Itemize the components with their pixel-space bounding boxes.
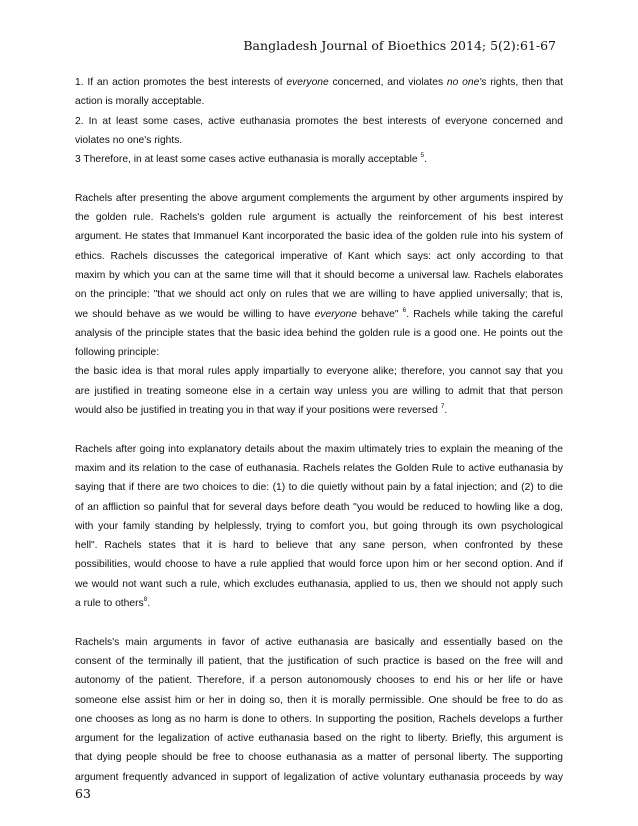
- paragraph-3-line: someone else assist him or her in doing so, then it is morally permissible. One should be free to do as: [75, 694, 563, 706]
- quote-line: the basic idea is that moral rules apply impartially to everyone alike; therefore, you cannot say that you: [75, 366, 563, 378]
- text-run: . Rachels while taking the careful: [406, 308, 563, 320]
- text-run: 1. If an action promotes the best interests of: [75, 77, 287, 88]
- paragraph-3-line: Rachels's main arguments in favor of active euthanasia are basically and essentially based on the: [75, 636, 563, 648]
- paragraph-gap: [75, 613, 563, 632]
- paragraph-1-line: following principle:: [75, 347, 160, 359]
- quote-line: [75, 401, 563, 420]
- footnote-ref: 8: [143, 596, 148, 604]
- emphasis: everyone: [314, 308, 357, 320]
- paragraph-3-line: that dying people should be free to choose euthanasia as a matter of personal liberty. The supporting: [75, 752, 563, 764]
- paragraph-3-line: one chooses as long as no harm is done to others. In supporting the position, Rachels develops a further: [75, 713, 563, 725]
- text-run: rights, then that: [486, 77, 564, 88]
- emphasis: everyone: [286, 77, 329, 88]
- text-run: a rule to others: [75, 598, 144, 610]
- paragraph-2-line: possibilities, would choose to have a rule applied that would force upon him or her second option. And if: [75, 559, 563, 571]
- text-run: concerned, and violates: [328, 77, 447, 88]
- paragraph-1-line: the golden rule. Rachels's golden rule argument is actually the reinforcement of his best interest: [75, 212, 563, 224]
- emphasis: no one's: [446, 77, 487, 88]
- paragraph-2-line: we would not want such a rule, which excludes euthanasia, applied to us, then we should not apply such: [75, 578, 563, 590]
- paragraph-1-line: on the principle: "that we should act only on rules that we are willing to have applied universally; that is,: [75, 289, 563, 301]
- paragraph-2-line: Rachels after going into explanatory details about the maxim ultimately tries to explain the meaning of the: [75, 443, 563, 455]
- paragraph-1-line: analysis of the principle states that the basic idea behind the golden rule is a good one. He points out the: [75, 327, 563, 339]
- conclusion-line: [75, 150, 563, 169]
- paragraph-3-line: argument for the legalization of active euthanasia based on the right to liberty. Briefly, this argument is: [75, 733, 563, 745]
- paragraph-1-line: Rachels after presenting the above argument complements the argument by other arguments inspired by: [75, 192, 563, 204]
- text-run: 3 Therefore, in at least some cases active euthanasia is morally acceptable: [75, 154, 421, 166]
- premise-2-line-1: 2. In at least some cases, active euthanasia promotes the best interests of everyone concerned and: [75, 115, 563, 127]
- paragraph-2-line: of an affliction so painful that for several days before death "you would be reduced to howling like a dog,: [75, 501, 563, 513]
- running-head: Bangladesh Journal of Bioethics 2014; 5(2):61-67: [243, 38, 556, 53]
- paragraph-2-line: saying that if there are two choices to die: (1) to die quietly without pain by a fatal injection; and (2) to die: [75, 482, 563, 494]
- paragraph-2-line: [75, 594, 563, 613]
- text-run: .: [444, 405, 448, 417]
- paragraph-1-line: argument. He states that Immanuel Kant incorporated the basic idea of the golden rule into his system of: [75, 231, 563, 243]
- text-run: .: [424, 154, 428, 166]
- premise-2-line-2: violates no one's rights.: [75, 134, 183, 146]
- text-run: would also be justified in treating you in that way if your positions were reversed: [75, 405, 441, 417]
- paragraph-2-line: maxim and its relation to the case of euthanasia. Rachels relates the Golden Rule to active euthanasia by: [75, 462, 563, 474]
- premise-1-line-1: [75, 73, 563, 92]
- paragraph-2-line: with your family standing by helplessly, trying to comfort you, but going through its own psychological: [75, 520, 563, 532]
- quote-line: are justified in treating someone else in a certain way unless you are willing to admit that that person: [75, 385, 563, 397]
- article-body: [75, 73, 563, 787]
- paragraph-3-line: argument frequently advanced in support of legalization of active voluntary euthanasia proceeds by way: [75, 771, 563, 783]
- page-number: 63: [75, 786, 91, 801]
- paragraph-gap: [75, 420, 563, 439]
- paragraph-2-line: hell". Rachels states that it is hard to believe that any sane person, when confronted by these: [75, 540, 563, 552]
- text-run: we should behave as we would be willing to have: [75, 308, 315, 320]
- footnote-ref: 7: [440, 403, 445, 411]
- premise-1-line-2: action is morally acceptable.: [75, 96, 205, 108]
- paragraph-3-line: consent of the terminally ill patient, that the justification of such practice is based on the free will and: [75, 655, 563, 667]
- paragraph-1-line: [75, 305, 563, 324]
- paragraph-3-line: autonomy of the patient. Therefore, if a person autonomously chooses to end his or her life or have: [75, 675, 563, 687]
- paragraph-gap: [75, 169, 563, 188]
- footnote-ref: 5: [420, 152, 425, 160]
- text-run: behave": [357, 308, 403, 320]
- text-run: .: [147, 598, 151, 610]
- paragraph-1-line: maxim by which you can at the same time will that it should become a universal law. Rachels elaborates: [75, 269, 563, 281]
- paragraph-1-line: ethics. Rachels discusses the categorical imperative of Kant which says: act only according to that: [75, 250, 563, 262]
- footnote-ref: 6: [402, 306, 407, 314]
